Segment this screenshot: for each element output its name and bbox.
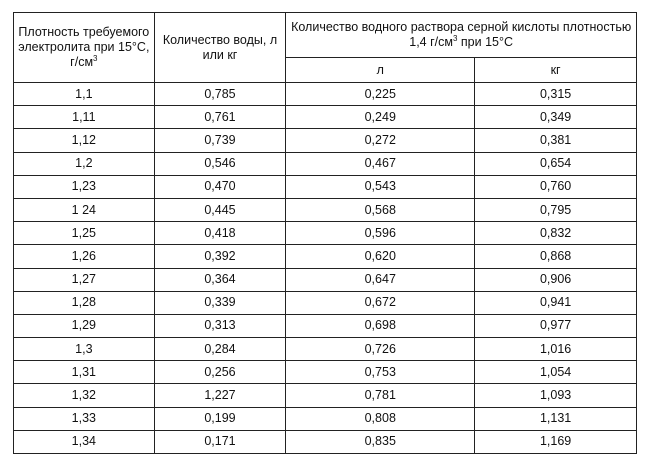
- density-cell: 1,32: [14, 384, 155, 407]
- acid-kg-cell: 0,795: [475, 198, 637, 221]
- acid-liters-cell: 0,249: [286, 106, 475, 129]
- acid-kg-cell: 0,868: [475, 245, 637, 268]
- acid-liters-cell: 0,835: [286, 430, 475, 453]
- density-header-text: Плотность требуемого электролита при 15°С, г/см: [18, 25, 150, 69]
- acid-liters-cell: 0,726: [286, 338, 475, 361]
- density-cell: 1,2: [14, 152, 155, 175]
- acid-kg-cell: 0,315: [475, 83, 637, 106]
- density-cell: 1,23: [14, 175, 155, 198]
- acid-liters-cell: 0,543: [286, 175, 475, 198]
- density-cell: 1,31: [14, 361, 155, 384]
- density-cell: 1,3: [14, 338, 155, 361]
- density-cell: 1,25: [14, 222, 155, 245]
- density-cell: 1,27: [14, 268, 155, 291]
- table-row: [14, 407, 637, 430]
- table-row: [14, 83, 637, 106]
- water-cell: 0,313: [154, 314, 286, 337]
- table-row: [14, 106, 637, 129]
- density-header: [14, 13, 155, 83]
- acid-group-header-text: Количество водного раствора серной кислоты плотностью 1,4 г/см: [291, 20, 632, 49]
- acid-kg-cell: 1,054: [475, 361, 637, 384]
- acid-liters-cell: 0,808: [286, 407, 475, 430]
- density-cell: 1,34: [14, 430, 155, 453]
- density-cell: 1,29: [14, 314, 155, 337]
- table-row: [14, 268, 637, 291]
- acid-liters-cell: 0,467: [286, 152, 475, 175]
- acid-liters-cell: 0,753: [286, 361, 475, 384]
- acid-kg-header: кг: [475, 58, 637, 83]
- table-row: [14, 314, 637, 337]
- water-cell: 0,339: [154, 291, 286, 314]
- acid-liters-cell: 0,620: [286, 245, 475, 268]
- water-cell: 0,284: [154, 338, 286, 361]
- density-cell: 1 24: [14, 198, 155, 221]
- water-cell: 0,256: [154, 361, 286, 384]
- acid-group-header-sup: 3: [452, 34, 458, 43]
- acid-kg-cell: 0,349: [475, 106, 637, 129]
- table-row: [14, 361, 637, 384]
- water-cell: 0,546: [154, 152, 286, 175]
- acid-kg-cell: 1,169: [475, 430, 637, 453]
- acid-liters-header: л: [286, 58, 475, 83]
- acid-group-header: [286, 13, 637, 58]
- water-cell: 0,392: [154, 245, 286, 268]
- acid-liters-cell: 0,781: [286, 384, 475, 407]
- table-header: [14, 13, 637, 83]
- acid-kg-cell: 0,760: [475, 175, 637, 198]
- acid-liters-cell: 0,272: [286, 129, 475, 152]
- acid-kg-cell: 0,654: [475, 152, 637, 175]
- table-row: [14, 129, 637, 152]
- table-row: [14, 291, 637, 314]
- water-cell: 0,445: [154, 198, 286, 221]
- table-row: [14, 338, 637, 361]
- density-cell: 1,33: [14, 407, 155, 430]
- acid-group-header-tail: при 15°С: [457, 35, 514, 49]
- water-cell: 0,364: [154, 268, 286, 291]
- table-row: [14, 198, 637, 221]
- water-cell: 1,227: [154, 384, 286, 407]
- water-cell: 0,470: [154, 175, 286, 198]
- acid-liters-cell: 0,596: [286, 222, 475, 245]
- density-cell: 1,12: [14, 129, 155, 152]
- water-cell: 0,739: [154, 129, 286, 152]
- table-row: [14, 152, 637, 175]
- acid-kg-cell: 0,832: [475, 222, 637, 245]
- table-row: [14, 384, 637, 407]
- table-row: [14, 245, 637, 268]
- density-header-sup: 3: [93, 54, 98, 63]
- water-cell: 0,199: [154, 407, 286, 430]
- water-cell: 0,785: [154, 83, 286, 106]
- density-cell: 1,26: [14, 245, 155, 268]
- table-row: [14, 222, 637, 245]
- acid-liters-cell: 0,672: [286, 291, 475, 314]
- acid-kg-cell: 1,016: [475, 338, 637, 361]
- table-row: [14, 175, 637, 198]
- acid-liters-cell: 0,647: [286, 268, 475, 291]
- electrolyte-table: [13, 12, 637, 454]
- water-cell: 0,171: [154, 430, 286, 453]
- water-header: [154, 13, 286, 83]
- acid-kg-cell: 0,381: [475, 129, 637, 152]
- water-header-text: Количество воды, л или кг: [162, 32, 278, 62]
- table-row: [14, 430, 637, 453]
- acid-kg-cell: 1,093: [475, 384, 637, 407]
- density-cell: 1,11: [14, 106, 155, 129]
- acid-liters-cell: 0,225: [286, 83, 475, 106]
- acid-kg-cell: 0,977: [475, 314, 637, 337]
- acid-kg-cell: 0,941: [475, 291, 637, 314]
- table-body: [14, 83, 637, 454]
- acid-kg-cell: 1,131: [475, 407, 637, 430]
- acid-liters-cell: 0,568: [286, 198, 475, 221]
- water-cell: 0,761: [154, 106, 286, 129]
- density-cell: 1,1: [14, 83, 155, 106]
- acid-liters-cell: 0,698: [286, 314, 475, 337]
- acid-kg-cell: 0,906: [475, 268, 637, 291]
- density-cell: 1,28: [14, 291, 155, 314]
- water-cell: 0,418: [154, 222, 286, 245]
